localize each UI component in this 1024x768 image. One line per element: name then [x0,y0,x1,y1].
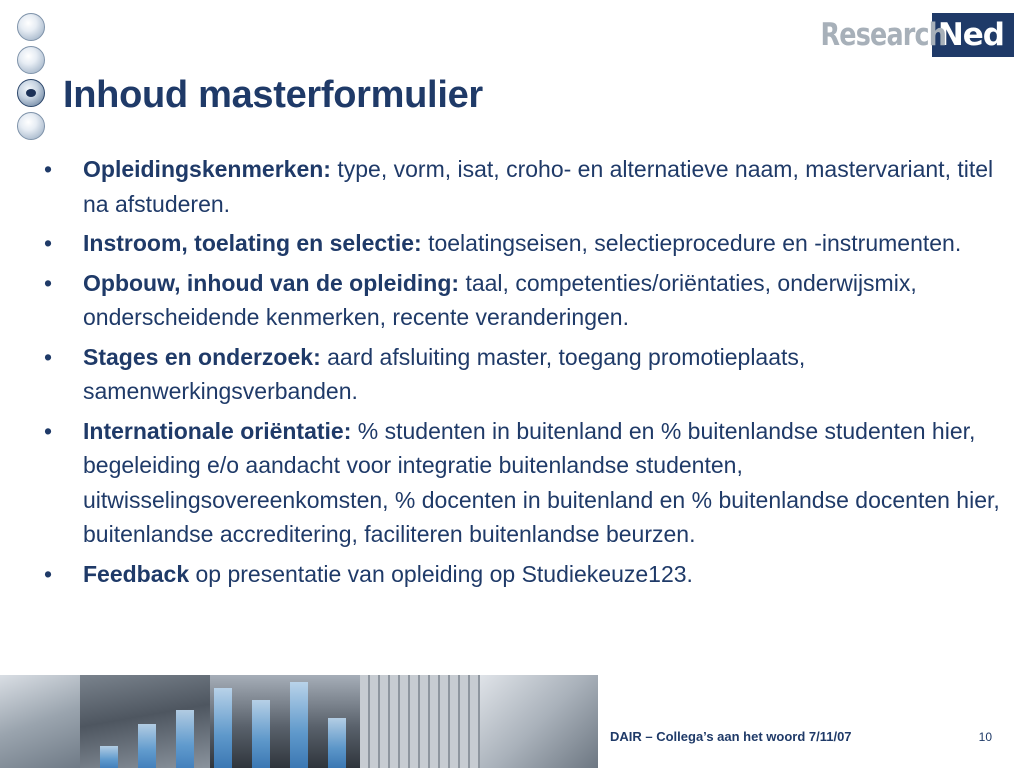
bullet-icon: • [44,156,53,182]
slide-navigation [17,13,47,145]
bullet-icon: • [44,417,53,444]
bullet-item [44,226,1009,261]
logo-ned-text: Ned [932,13,1014,57]
bullet-heading: Internationale oriëntatie: [83,417,352,444]
nav-bubble-icon[interactable] [17,112,45,140]
bullet-text: toelatingseisen, selectieprocedure en -instrumenten. [421,230,962,256]
nav-bubble-active-icon[interactable] [17,79,45,107]
bullet-text: type, vorm, isat, croho- en alternatieve naam, mastervariant, titel na afstuderen. [83,156,994,217]
bullet-icon: • [44,269,53,296]
page-number: 10 [978,730,992,744]
bullet-heading: Opbouw, inhoud van de opleiding: [83,269,460,296]
bullet-heading: Stages en onderzoek: [83,343,321,370]
collage-bar-icon [214,688,232,768]
collage-bar-icon [176,710,194,768]
bullet-text: aard afsluiting master, toegang promotieplaats, samenwerkingsverbanden. [83,343,806,404]
researchned-logo [793,13,1014,57]
bullet-item [44,414,1009,552]
collage-photo-architecture [480,675,598,768]
bullet-text: taal, competenties/oriëntaties, onderwijsmix, onderscheidende kenmerken, recente veranderingen. [83,269,917,330]
footer-photo-collage [0,675,598,768]
bullet-item [44,340,1009,409]
slide-title: Inhoud masterformulier [63,74,483,116]
bullet-heading: Instroom, toelating en selectie: [83,230,422,256]
collage-bar-icon [100,746,118,768]
bullet-item [44,266,1009,335]
bullet-item [44,152,1009,221]
bullet-icon: • [44,230,53,256]
bullet-heading: Feedback [83,560,190,587]
bullet-icon: • [44,560,53,587]
nav-bubble-icon[interactable] [17,46,45,74]
logo-research-text: Research [820,17,946,53]
bullet-icon: • [44,343,53,370]
collage-bar-icon [138,724,156,768]
bullet-text: % studenten in buitenland en % buitenlandse studenten hier, begeleiding e/o aandacht voor integratie buitenlandse studenten, uitwisselingsovereenkomsten, % docenten in buitenland en % buitenlandse docenten hier, buitenlandse accreditering, faciliteren buitenlandse beurzen. [83,417,1000,547]
collage-photo-computer [0,675,80,768]
bullet-list [44,152,1009,596]
collage-bar-icon [290,682,308,768]
footer-caption: DAIR – Collega’s aan het woord 7/11/07 [610,729,852,744]
bullet-heading: Opleidingskenmerken: [83,156,331,182]
bullet-text: op presentatie van opleiding op Studiekeuze123. [189,560,693,587]
collage-bar-icon [328,718,346,768]
collage-bar-icon [252,700,270,768]
nav-bubble-icon[interactable] [17,13,45,41]
bullet-item [44,557,1009,592]
collage-photo-building [360,675,480,768]
